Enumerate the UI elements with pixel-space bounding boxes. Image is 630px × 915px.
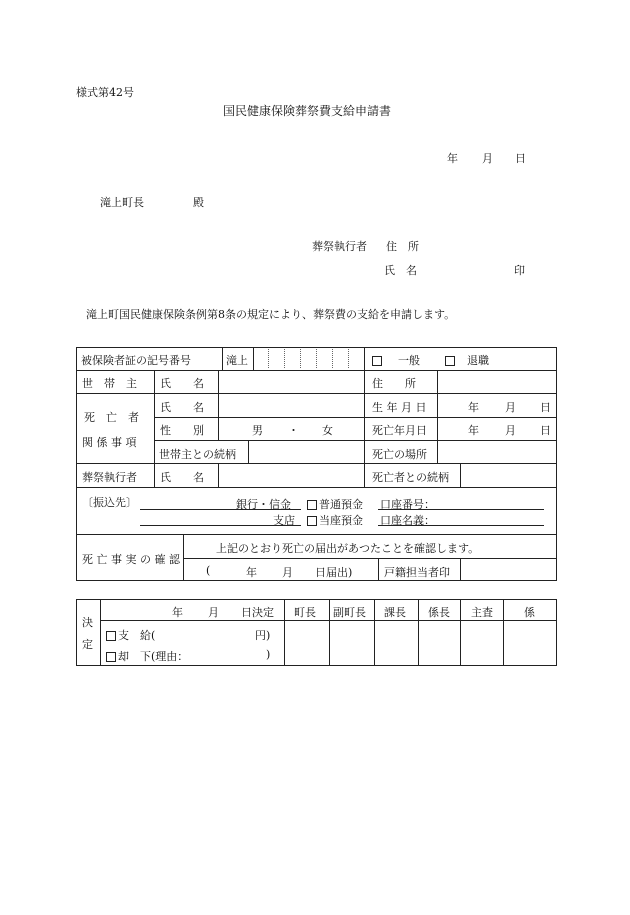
current-deposit-option[interactable] bbox=[307, 512, 363, 528]
death-date-label: 死亡年月日 bbox=[372, 424, 427, 437]
notice-month: 月 bbox=[282, 566, 293, 579]
retired-label: 退職 bbox=[467, 354, 489, 367]
general-label: 一般 bbox=[398, 354, 420, 367]
decision-month: 月 bbox=[208, 606, 219, 619]
death-confirm-label: 死 亡 事 実 の 確 認 bbox=[82, 553, 180, 566]
place-of-death-field[interactable] bbox=[438, 441, 556, 462]
applicant-label: 葬祭執行者 bbox=[312, 240, 367, 253]
deceased-name-label: 氏 名 bbox=[160, 401, 204, 414]
death-day: 日 bbox=[540, 424, 551, 437]
relation-deceased-label: 死亡者との続柄 bbox=[372, 471, 449, 484]
funeral-executor-name-field[interactable] bbox=[219, 464, 363, 486]
decision-label-top: 決 bbox=[82, 616, 93, 629]
reject-option[interactable] bbox=[106, 648, 188, 664]
place-of-death-label: 死亡の場所 bbox=[372, 448, 427, 461]
sex-female[interactable]: 女 bbox=[322, 424, 333, 437]
householder-name-field[interactable] bbox=[219, 371, 363, 392]
form-number: 様式第42号 bbox=[76, 86, 134, 99]
insured-number-prefix: 滝上 bbox=[226, 354, 248, 367]
current-deposit-label: 当座預金 bbox=[319, 514, 363, 527]
date-month: 月 bbox=[482, 152, 493, 165]
reject-close: ) bbox=[266, 648, 271, 661]
funeral-executor-name-label: 氏 名 bbox=[160, 471, 204, 484]
header-section-chief: 課長 bbox=[384, 606, 406, 619]
notice-day: 日届出) bbox=[315, 566, 353, 579]
householder-name-label: 氏 名 bbox=[160, 377, 204, 390]
birth-year: 年 bbox=[468, 401, 479, 414]
ordinary-deposit-label: 普通預金 bbox=[319, 498, 363, 511]
addressee: 滝上町長 bbox=[100, 196, 144, 209]
form-title: 国民健康保険葬祭費支給申請書 bbox=[223, 104, 392, 118]
transfer-label: 〔振込先〕 bbox=[82, 496, 137, 509]
relation-householder-label: 世帯主との続柄 bbox=[159, 448, 236, 461]
yen-label: 円) bbox=[255, 629, 271, 642]
relation-householder-field[interactable] bbox=[249, 441, 363, 462]
pay-label: 支 給( bbox=[118, 629, 156, 642]
householder-address-label: 住 所 bbox=[372, 377, 416, 390]
date-year: 年 bbox=[447, 152, 458, 165]
account-number-label: 口座番号： bbox=[380, 498, 435, 511]
header-subsection-chief: 係長 bbox=[428, 606, 450, 619]
decision-year: 年 bbox=[172, 606, 183, 619]
checkbox-icon bbox=[445, 356, 455, 366]
applicant-name-label: 氏 名 bbox=[384, 264, 417, 277]
funeral-executor-label: 葬祭執行者 bbox=[82, 471, 137, 484]
pay-option[interactable] bbox=[106, 627, 155, 643]
death-confirm-text: 上記のとおり死亡の届出があつたことを確認します。 bbox=[216, 542, 480, 555]
header-staff: 係 bbox=[524, 606, 535, 619]
birth-day: 日 bbox=[540, 401, 551, 414]
seal-mark: 印 bbox=[514, 264, 525, 277]
householder-label: 世 帯 主 bbox=[82, 377, 137, 390]
bank-label: 銀行・信金 bbox=[236, 498, 291, 511]
statement: 滝上町国民健康保険条例第8条の規定により、葬祭費の支給を申請します。 bbox=[86, 308, 456, 321]
death-month: 月 bbox=[505, 424, 516, 437]
ordinary-deposit-option[interactable] bbox=[307, 496, 363, 512]
header-mayor: 町長 bbox=[294, 606, 316, 619]
header-senior-staff: 主査 bbox=[471, 606, 493, 619]
notice-year: 年 bbox=[246, 566, 257, 579]
sex-label: 性 別 bbox=[160, 424, 204, 437]
option-general[interactable] bbox=[372, 352, 420, 368]
householder-address-field[interactable] bbox=[438, 371, 556, 392]
header-deputy-mayor: 副町長 bbox=[333, 606, 366, 619]
applicant-address-label: 住 所 bbox=[386, 240, 419, 253]
checkbox-icon bbox=[307, 500, 317, 510]
checkbox-icon bbox=[106, 652, 116, 662]
deceased-label-1: 死 亡 者 bbox=[84, 411, 139, 424]
death-year: 年 bbox=[468, 424, 479, 437]
honorific: 殿 bbox=[193, 196, 204, 209]
branch-label: 支店 bbox=[273, 514, 295, 527]
deceased-name-field[interactable] bbox=[219, 394, 363, 416]
checkbox-icon bbox=[106, 631, 116, 641]
account-name-label: 口座名義： bbox=[380, 514, 435, 527]
sex-male[interactable]: 男 bbox=[252, 424, 263, 437]
date-day: 日 bbox=[515, 152, 526, 165]
registrar-label: 戸籍担当者印 bbox=[384, 566, 450, 579]
birthdate-label: 生 年 月 日 bbox=[372, 401, 427, 414]
insured-number-label: 被保険者証の記号番号 bbox=[81, 354, 191, 367]
checkbox-icon bbox=[307, 516, 317, 526]
sex-separator: ・ bbox=[288, 424, 299, 437]
reject-label: 却 下(理由： bbox=[118, 650, 189, 663]
notice-open-paren: ( bbox=[206, 564, 211, 577]
option-retired[interactable] bbox=[445, 352, 489, 368]
deceased-label-2: 関 係 事 項 bbox=[82, 436, 137, 449]
decision-label-bottom: 定 bbox=[82, 638, 93, 651]
birth-month: 月 bbox=[505, 401, 516, 414]
registrar-seal-field[interactable] bbox=[461, 559, 556, 580]
decision-day: 日決定 bbox=[241, 606, 274, 619]
insured-number-field[interactable] bbox=[254, 349, 364, 368]
relation-deceased-field[interactable] bbox=[461, 464, 556, 486]
checkbox-icon bbox=[372, 356, 382, 366]
